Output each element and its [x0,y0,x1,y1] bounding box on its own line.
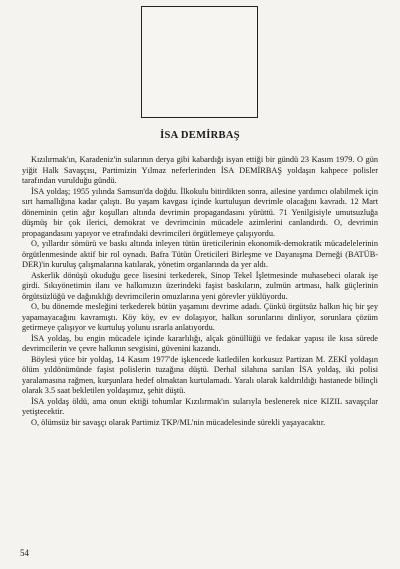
article-body [22,155,378,428]
page-title: İSA DEMİRBAŞ [160,130,240,141]
paragraph-3: O, yıllardır sömürü ve baskı altında inleyen tütün üreticilerinin ekonomik-demokratik mücadelelerinin örgütlenmesinde aktif bir rol oynadı. Bafra Tütün Üreticileri Birleşme ve Dayanışma Derneği (BATÜB-DER)'in kuruluş çalışmalarına katılarak, yönetim organlarında da yer aldı. [22,239,378,269]
paragraph-8: İSA yoldaş öldü, ama onun ektiği tohumlar Kızılırmak'ın sularıyla beslenerek nice KIZIL savaşçılar yetiştecektir. [22,396,378,416]
paragraph-6: İSA yoldaş, bu engin mücadele içinde kararlılığı, alçak gönüllüğü ve fedakar yapısı ile kısa sürede devrimcilerin ve çevre halkının sevgisini, güvenini kazandı. [22,333,378,353]
paragraph-5: O, bu dönemde mesleğini terkederek bütün yaşamını devrime adadı. Çünkü örgütsüz halkın hiç bir şey yapamayacağını kavramıştı. Köy köy, ev ev dolaşıyor, halkın sorunlarını dinliyor, sorunlara çözüm getirmeye çalışıyor ve kurtuluş yolunu ısrarla anlatıyordu. [22,302,378,332]
paragraph-9: O, ölümsüz bir savaşçı olarak Partimiz TKP/ML'nin mücadelesinde sürekli yaşayacaktır. [31,417,326,427]
portrait-photo-frame [141,6,258,118]
paragraph-2: İSA yoldaş; 1955 yılında Samsun'da doğdu. İlkokulu bitirdikten sonra, ailesine yardımcı olabilmek için sırt hamallığına kadar çalıştı. Bu yaşam kavgası içinde kurtuluşun devrimle olacağını kavradı. 12 Mart döneminin çetin ağır koşulları altında devrimin propagandasını yürüttü. 71 Yenilgisiyle umutsuzluğa düşmüş bir çok ilerici, demokrat ve devrimcinin mücadele azimlerini canlandırdı. O, devrimin propagandasını yapıyor ve etrafındaki devrimcileri örgütlemeye çalışıyordu. [22,186,378,238]
paragraph-1: Kızılırmak'ın, Karadeniz'in sularının derya gibi kabardığı isyan ettiği bir gündü 23 Kasım 1979. O gün yiğit Halk Savaşçısı, Partimizin Yılmaz neferlerinden İSA DEMİRBAŞ yoldaşın kahpece polisler tarafından vurulduğu gündü. [22,155,378,185]
paragraph-7: Böylesi yüce bir yoldaş, 14 Kasım 1977'de işkencede katledilen korkusuz Partizan M. ZEKİ yoldaşın ölüm yıldönümünde faşist polislerin tuzağına düştü. Derhal silahına sarılan İSA yoldaş, iki polisi yaralamasına rağmen, kurşunlara hedef olmaktan kurtulamadı. Yaralı olarak kaldırıldığı hastanede bilinçli olarak 3.5 saat bekletilen yoldaşımız, şehit düştü. [22,354,378,395]
paragraph-4: Askerlik dönüşü okuduğu gece lisesini terkederek, Sinop Tekel İşletmesinde muhasebeci olarak işe girdi. Sıkıyönetimin ilanı ve halkımızın üzerindeki faşist baskıların, zulmün artması, halk güçlerinin örgütsüzlüğü ve dağınıklığı devrimcilerin omuzlarına yeni görevler yüklüyordu. [22,270,378,301]
page-number: 54 [20,548,29,558]
